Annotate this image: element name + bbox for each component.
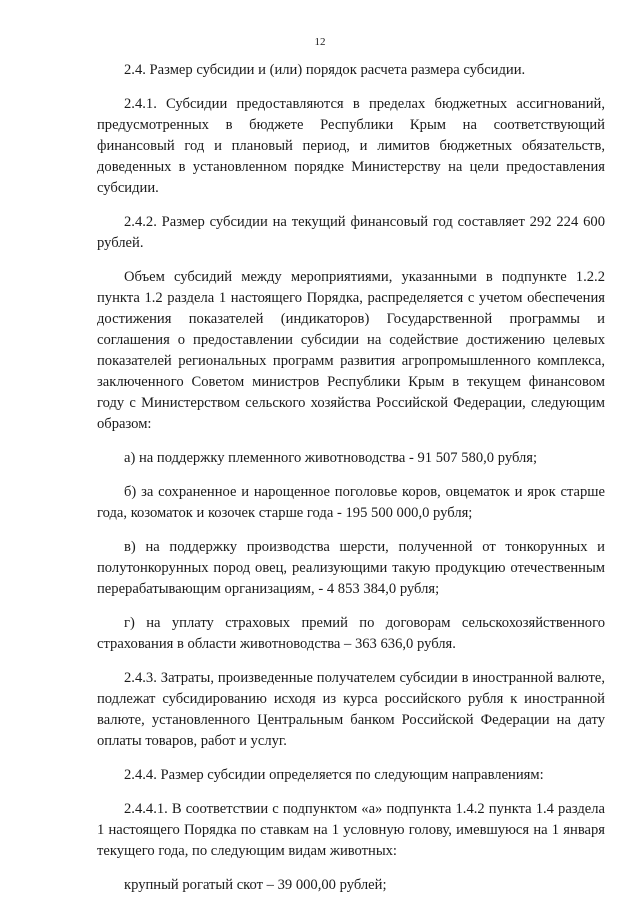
paragraph-2-4-2: 2.4.2. Размер субсидии на текущий финансовый год составляет 292 224 600 рублей. — [97, 214, 605, 251]
paragraph-2-4-1: 2.4.1. Субсидии предоставляются в пределах бюджетных ассигнований, предусмотренных в бюджете Республики Крым на соответствующий финансовый год и плановый период, и лимитов бюджетных обязательств, доведенных в установленном порядке Министерству на цели предоставления субсидии. — [97, 96, 605, 196]
paragraph-2-4-heading: 2.4. Размер субсидии и (или) порядок расчета размера субсидии. — [124, 62, 526, 78]
document-body — [97, 60, 605, 909]
paragraph-2-4-4: 2.4.4. Размер субсидии определяется по следующим направлениям: — [124, 767, 544, 783]
paragraph-2-4-4-1: 2.4.4.1. В соответствии с подпунктом «а» подпункта 1.4.2 пункта 1.4 раздела 1 настоящего Порядка по ставкам на 1 условную голову, имевшуюся на 1 января текущего года, по следующим видам животных: — [97, 801, 605, 859]
paragraph-subsidy-distribution: Объем субсидий между мероприятиями, указанными в подпункте 1.2.2 пункта 1.2 раздела 1 настоящего Порядка, распределяется с учетом обеспечения достижения показателей (индикаторов) Государственной программы и соглашения о предоставлении субсидии на содействие достижению целевых показателей региональных программ развития агропромышленного комплекса, заключенного Советом министров Республики Крым в текущем финансовом году с Министерством сельского хозяйства Российской Федерации, следующим образом: — [97, 269, 605, 432]
list-item-g: г) на уплату страховых премий по договорам сельскохозяйственного страхования в области животноводства – 363 636,0 рубля. — [97, 615, 605, 652]
list-item-v: в) на поддержку производства шерсти, полученной от тонкорунных и полутонкорунных пород овец, реализующими такую продукцию отечественным перерабатывающим организациям, - 4 853 384,0 рубля; — [97, 539, 605, 597]
list-item-a: а) на поддержку племенного животноводства - 91 507 580,0 рубля; — [124, 450, 538, 466]
paragraph-2-4-3: 2.4.3. Затраты, произведенные получателем субсидии в иностранной валюте, подлежат субсидированию исходя из курса российского рубля к иностранной валюте, установленного Центральным банком Российской Федерации на дату оплаты товаров, работ и услуг. — [97, 670, 605, 749]
rate-cattle: крупный рогатый скот – 39 000,00 рублей; — [124, 877, 387, 893]
list-item-b: б) за сохраненное и нарощенное поголовье коров, овцематок и ярок старше года, козоматок и козочек старше года - 195 500 000,0 рубля; — [97, 484, 605, 521]
page-number: 12 — [314, 36, 326, 48]
